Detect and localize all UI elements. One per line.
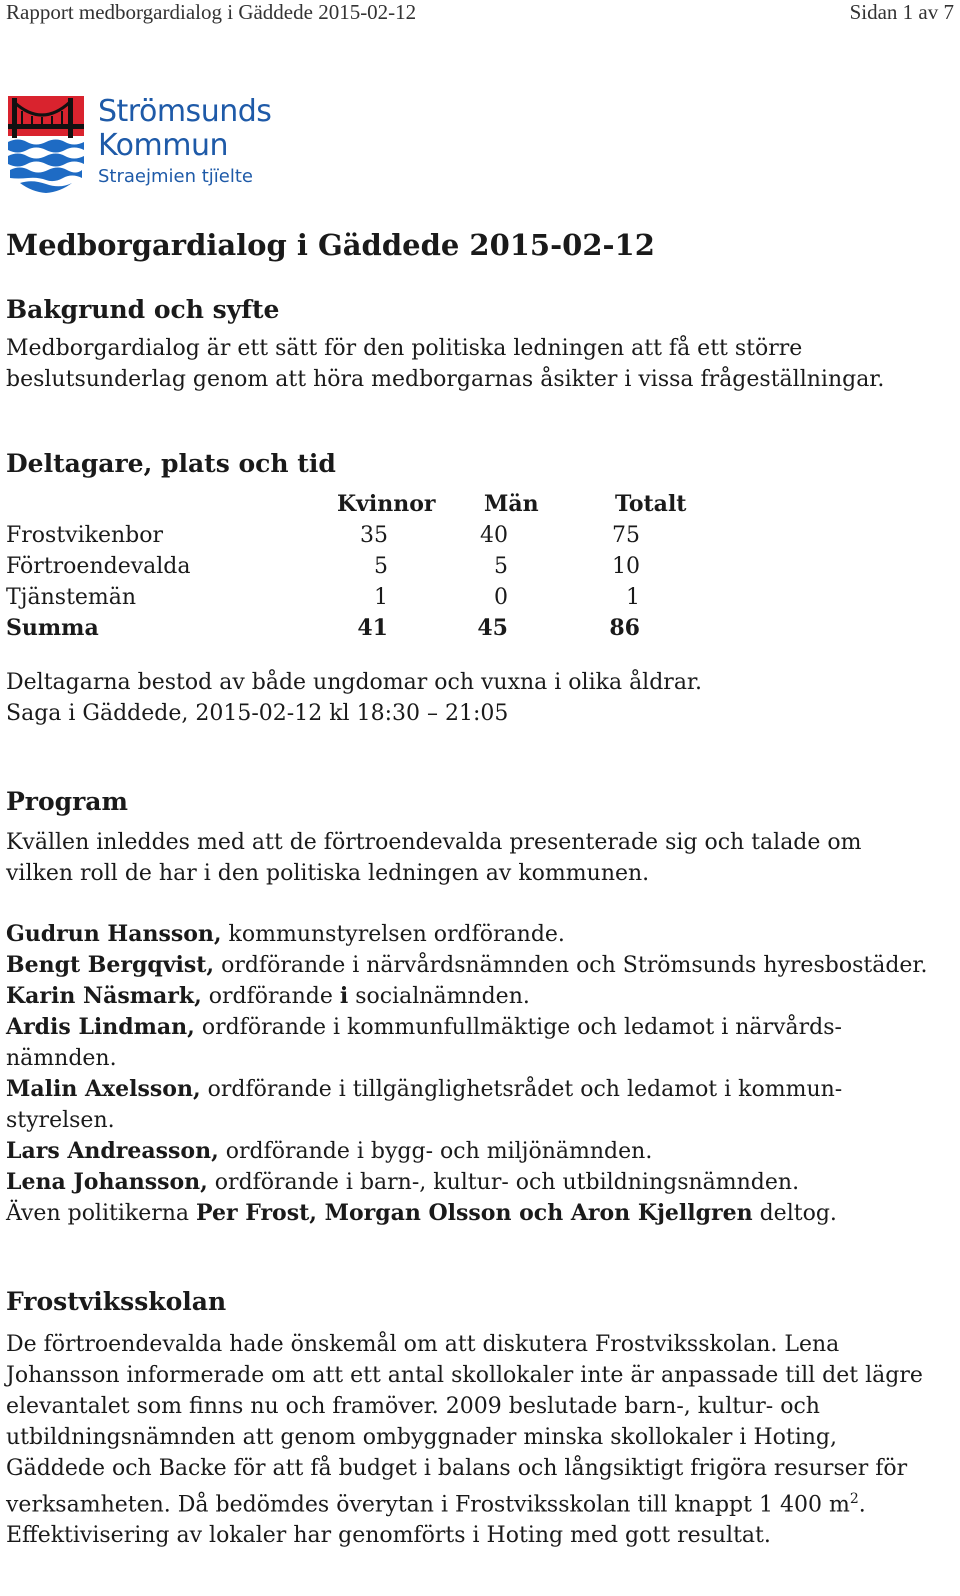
header-document-title: Rapport medborgardialog i Gäddede 2015-02-12 [6, 0, 417, 24]
cell-women: 5 [374, 554, 388, 579]
page-header [6, 0, 954, 26]
person-role-continued: styrelsen. [6, 1108, 115, 1133]
cell-women: 35 [360, 523, 388, 548]
section-heading-school: Frostviksskolan [6, 1287, 227, 1316]
table-total-row [6, 613, 726, 644]
cell-total: 75 [612, 523, 640, 548]
table-row [6, 520, 726, 551]
school-line: De förtroendevalda hade önskemål om att diskutera Frostviksskolan. Lena [6, 1332, 840, 1357]
school-line [6, 1484, 946, 1520]
list-item [6, 1074, 946, 1136]
column-header-total: Totalt [615, 491, 687, 517]
cell-total: 1 [626, 585, 640, 610]
table-row [6, 582, 726, 613]
logo-line-2: Kommun [98, 128, 229, 163]
person-role: kommunstyrelsen ordförande. [221, 922, 565, 947]
person-name: Ardis Lindman, [6, 1014, 195, 1040]
line-end-period: . [858, 1492, 866, 1518]
person-name: Bengt Bergqvist, [6, 952, 215, 978]
table-row [6, 551, 726, 582]
row-label: Förtroendevalda [6, 554, 191, 579]
school-line: Johansson informerade om att ett antal skollokaler inte är anpassade till det lägre [6, 1363, 923, 1388]
cell-men: 45 [477, 615, 508, 641]
document-body [6, 225, 946, 1551]
section-heading-participants: Deltagare, plats och tid [6, 449, 336, 478]
list-item [6, 950, 946, 981]
superscript-2: 2 [849, 1491, 859, 1507]
person-role: ordförande i tillgänglighetsrådet och ledamot i kommun- [200, 1077, 843, 1102]
background-text-line-1: Medborgardialog är ett sätt för den politiska ledningen att få ett större [6, 336, 803, 361]
person-role: ordförande i barn-, kultur- och utbildningsnämnden. [207, 1170, 800, 1195]
person-name: Lena Johansson, [6, 1169, 208, 1195]
background-text-line-2: beslutsunderlag genom att höra medborgarnas åsikter i vissa frågeställningar. [6, 367, 885, 392]
section-heading-background: Bakgrund och syfte [6, 295, 280, 324]
document-title: Medborgardialog i Gäddede 2015-02-12 [6, 228, 655, 262]
also-names: Per Frost, Morgan Olsson och Aron Kjellgren [196, 1200, 753, 1226]
person-role: ordförande i närvårdsnämnden och Strömsunds hyresbostäder. [214, 953, 928, 978]
school-line: Effektivisering av lokaler har genomförts i Hoting med gott resultat. [6, 1523, 771, 1549]
column-header-women: Kvinnor [337, 491, 436, 517]
meeting-place-time: Saga i Gäddede, 2015-02-12 kl 18:30 – 21:05 [6, 701, 509, 726]
school-line: utbildningsnämnden att genom ombyggnader minska skollokaler i Hoting, [6, 1425, 837, 1450]
program-intro-line-1: Kvällen inleddes med att de förtroendevalda presenterade sig och talade om [6, 830, 862, 855]
logo-line-1: Strömsunds [98, 94, 272, 129]
cell-men: 0 [494, 585, 508, 610]
logo-line-3: Straejmien tjïelte [98, 166, 253, 187]
person-role: ordförande i bygg- och miljönämnden. [218, 1139, 653, 1164]
also-attending [6, 1198, 946, 1229]
cell-men: 5 [494, 554, 508, 579]
school-line: elevantalet som finns nu och framöver. 2009 beslutade barn-, kultur- och [6, 1394, 820, 1419]
school-paragraph [6, 1329, 946, 1551]
cell-total: 10 [612, 554, 640, 579]
row-label: Frostvikenbor [6, 523, 163, 548]
list-item [6, 981, 946, 1012]
person-role-continued: nämnden. [6, 1046, 117, 1071]
school-line: Gäddede och Backe för att få budget i balans och långsiktigt frigöra resurser för [6, 1456, 908, 1481]
school-line-text: verksamheten. Då bedömdes överytan i Frostviksskolan till knappt 1 400 m [6, 1492, 850, 1518]
header-page-number: Sidan 1 av 7 [849, 0, 954, 24]
row-label: Summa [6, 615, 99, 641]
also-suffix: deltog. [752, 1201, 837, 1226]
list-item [6, 1136, 946, 1167]
participants-note: Deltagarna bestod av både ungdomar och vuxna i olika åldrar. [6, 670, 703, 695]
person-name: Karin Näsmark, [6, 983, 202, 1009]
also-prefix: Även politikerna [6, 1201, 197, 1226]
column-header-men: Män [484, 491, 539, 517]
bridge-waves-emblem-icon [8, 94, 88, 194]
program-intro-line-2: vilken roll de har i den politiska ledningen av kommunen. [6, 861, 650, 886]
person-name: Gudrun Hansson, [6, 921, 222, 947]
cell-women: 1 [374, 585, 388, 610]
cell-men: 40 [480, 523, 508, 548]
person-role: ordförande i kommunfullmäktige och ledamot i närvårds- [194, 1015, 842, 1040]
person-role: ordförande [201, 984, 340, 1009]
table-header-row [6, 489, 726, 520]
list-item [6, 1012, 946, 1074]
row-label: Tjänstemän [6, 585, 137, 610]
participants-table [6, 489, 946, 641]
strömsunds-kommun-logo [8, 94, 272, 204]
list-item [6, 1167, 946, 1198]
section-heading-program: Program [6, 787, 128, 816]
politicians-list [6, 919, 946, 1229]
cell-women: 41 [357, 615, 388, 641]
person-name: Malin Axelsson, [6, 1076, 201, 1102]
list-item [6, 919, 946, 950]
person-name: Lars Andreasson, [6, 1138, 219, 1164]
person-role-end: socialnämnden. [348, 984, 530, 1009]
cell-total: 86 [609, 615, 640, 641]
bold-word: i [339, 983, 349, 1009]
